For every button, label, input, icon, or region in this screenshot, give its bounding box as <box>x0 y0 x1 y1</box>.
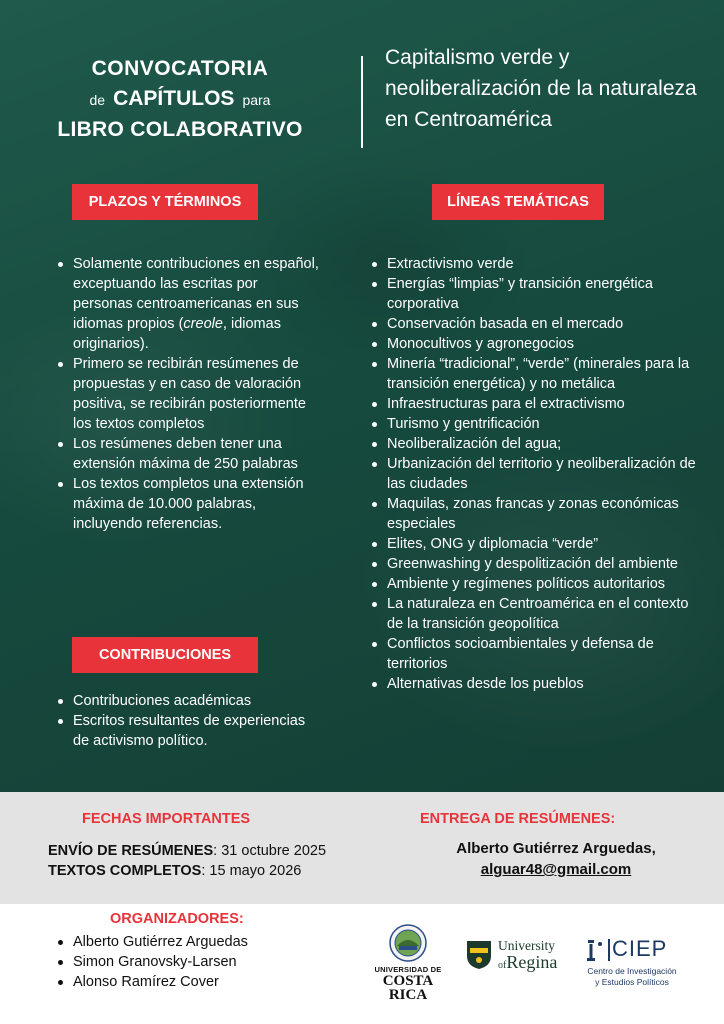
contact-email-link[interactable]: alguar48@gmail.com <box>480 861 632 878</box>
heading-line-3: LIBRO COLABORATIVO <box>57 118 303 141</box>
book-title: Capitalismo verde y neoliberalización de la naturaleza en Centroamérica <box>385 46 697 131</box>
ucr-seal-icon <box>389 924 427 962</box>
heading-capitulos: CAPÍTULOS <box>113 87 235 110</box>
fechas-heading: FECHAS IMPORTANTES <box>82 811 251 827</box>
lineas-list <box>370 254 704 694</box>
entrega-heading: ENTREGA DE RESÚMENES: <box>420 811 616 827</box>
plazos-list <box>56 254 320 534</box>
ucr-text-1: UNIVERSIDAD DE <box>374 965 442 974</box>
list-item: Urbanización del territorio y neoliberalización de las ciudades <box>370 454 704 494</box>
contribuciones-heading: CONTRIBUCIONES <box>72 637 258 673</box>
list-item: Simon Granovsky-Larsen <box>56 952 248 972</box>
plazos-heading: PLAZOS Y TÉRMINOS <box>72 184 258 220</box>
ciep-column-icon <box>586 938 604 962</box>
ucr-text-2: COSTA RICA <box>382 973 434 1003</box>
list-item: Elites, ONG y diplomacia “verde” <box>370 534 704 554</box>
organizadores-heading: ORGANIZADORES: <box>110 911 244 927</box>
ciep-subtitle-2: y Estudios Políticos <box>595 977 669 987</box>
regina-logo <box>466 938 570 974</box>
textos-date: TEXTOS COMPLETOS: 15 mayo 2026 <box>48 863 302 879</box>
regina-shield-icon <box>466 940 492 970</box>
contact-name: Alberto Gutiérrez Arguedas, <box>456 840 656 857</box>
list-item: Contribuciones académicas <box>56 691 320 711</box>
list-item: Alberto Gutiérrez Arguedas <box>56 932 248 952</box>
list-item: Conflictos socioambientales y defensa de territorios <box>370 634 704 674</box>
list-item: Alternativas desde los pueblos <box>370 674 704 694</box>
heading-de: de <box>89 92 106 108</box>
ciep-subtitle-1: Centro de Investigación <box>587 966 677 976</box>
list-item: Minería “tradicional”, “verde” (minerales para la transición energética) y no metálica <box>370 354 704 394</box>
list-item: Greenwashing y despolitización del ambiente <box>370 554 704 574</box>
list-item: Turismo y gentrificación <box>370 414 704 434</box>
list-item: Neoliberalización del agua; <box>370 434 704 454</box>
list-item: Maquilas, zonas francas y zonas económicas especiales <box>370 494 704 534</box>
heading-line-1: CONVOCATORIA <box>91 57 269 80</box>
list-item: Alonso Ramírez Cover <box>56 972 248 992</box>
list-item: Ambiente y regímenes políticos autoritarios <box>370 574 704 594</box>
heading-para: para <box>242 92 271 108</box>
regina-text-1: University <box>498 938 555 953</box>
plazos-item: Los textos completos una extensión máxima de 10.000 palabras, incluyendo referencias. <box>56 474 320 534</box>
list-item: Monocultivos y agronegocios <box>370 334 704 354</box>
ciep-divider <box>608 939 610 961</box>
plazos-item: Primero se recibirán resúmenes de propuestas y en caso de valoración positiva, se recibirán posteriormente los textos completos <box>56 354 320 434</box>
list-item: Infraestructuras para el extractivismo <box>370 394 704 414</box>
list-item: Energías “limpias” y transición energética corporativa <box>370 274 704 314</box>
lineas-heading: LÍNEAS TEMÁTICAS <box>432 184 604 220</box>
list-item: Conservación basada en el mercado <box>370 314 704 334</box>
list-item: Escritos resultantes de experiencias de activismo político. <box>56 711 320 751</box>
ciep-logo <box>582 936 692 990</box>
plazos-item: Solamente contribuciones en español, exceptuando las escritas por personas centroamericanas en sus idiomas propios (creole, idiomas originarios). <box>56 254 320 354</box>
heading-line-2 <box>0 84 360 115</box>
ucr-logo <box>370 924 446 1003</box>
ciep-name: CIEP <box>612 936 668 961</box>
header-divider <box>361 56 363 148</box>
plazos-item: Los resúmenes deben tener una extensión máxima de 250 palabras <box>56 434 320 474</box>
list-item: La naturaleza en Centroamérica en el contexto de la transición geopolítica <box>370 594 704 634</box>
contribuciones-list <box>56 691 320 751</box>
envio-date: ENVÍO DE RESÚMENES: 31 octubre 2025 <box>48 843 327 859</box>
list-item: Extractivismo verde <box>370 254 704 274</box>
organizadores-list <box>56 932 248 992</box>
regina-text-2: ofRegina <box>498 952 558 972</box>
call-heading <box>0 54 360 145</box>
